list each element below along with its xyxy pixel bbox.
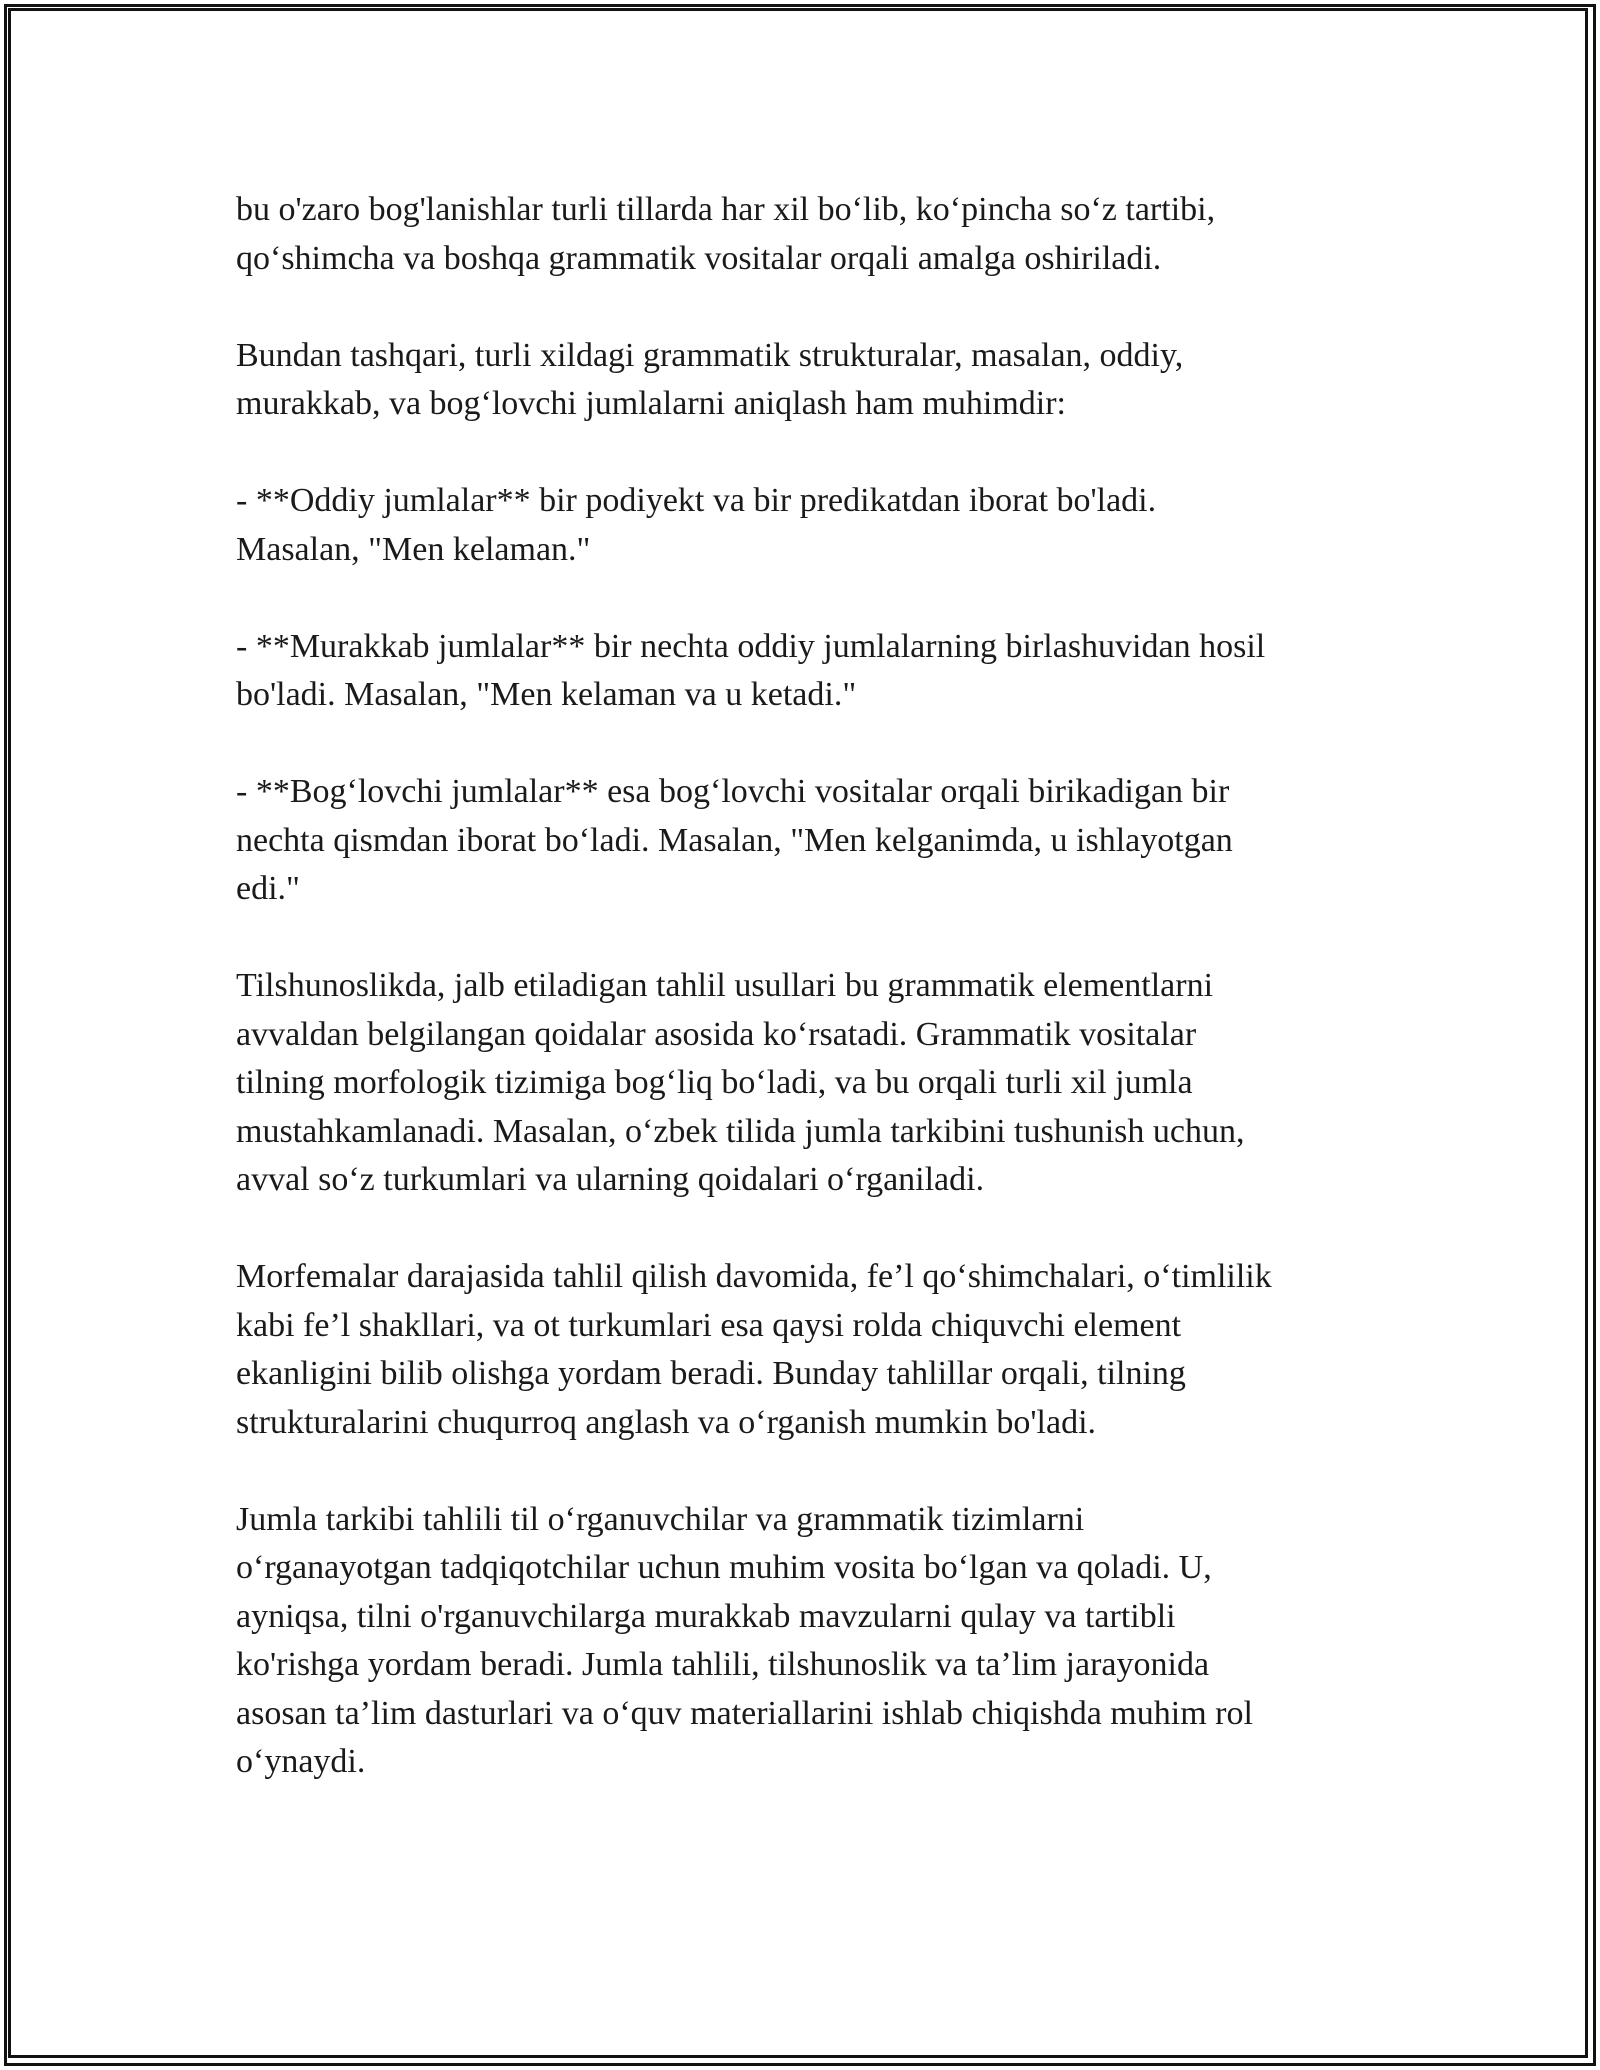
list-item-compound-sentences: - **Murakkab jumlalar** bir nechta oddiy jumlalarning birlashuvidan hosil bo'ladi. Masalan, "Men kelaman va u ketadi."	[236, 627, 1266, 713]
paragraph-grammatical-structures: Bundan tashqari, turli xildagi grammatik strukturalar, masalan, oddiy, murakkab, va bog‘lovchi jumlalarni aniqlash ham muhimdir:	[236, 336, 1184, 422]
paragraph-sentence-analysis-importance: Jumla tarkibi tahlili til o‘rganuvchilar va grammatik tizimlarni o‘rganayotgan tadqiqotchilar uchun muhim vosita bo‘lgan va qoladi. U, ayniqsa, tilni o'rganuvchilarga murakkab mavzularni qulay va tartibli ko'rishga yordam beradi. Jumla tahlili, tilshunoslik va ta’lim jarayonida asosan ta’lim dasturlari va o‘quv materiallarini ishlab chiqishda muhim rol o‘ynaydi.	[236, 1500, 1253, 1780]
paragraph-analysis-methods: Tilshunoslikda, jalb etiladigan tahlil usullari bu grammatik elementlarni avvaldan belgilangan qoidalar asosida ko‘rsatadi. Grammatik vositalar tilning morfologik tizimiga bog‘liq bo‘ladi, va bu orqali turli xil jumla mustahkamlanadi. Masalan, o‘zbek tilida jumla tarkibini tushunish uchun, avval so‘z turkumlari va ularning qoidalari o‘rganiladi.	[236, 967, 1245, 1198]
paragraph-word-order: bu o'zaro bog'lanishlar turli tillarda har xil bo‘lib, ko‘pincha so‘z tartibi, qo‘shimcha va boshqa grammatik vositalar orqali amalga oshiriladi.	[236, 191, 1216, 277]
document-body	[236, 186, 1366, 1835]
paragraph-morpheme-analysis: Morfemalar darajasida tahlil qilish davomida, fe’l qo‘shimchalari, o‘timlilik kabi fe’l shakllari, va ot turkumlari esa qaysi rolda chiquvchi element ekanligini bilib olishga yordam beradi. Bunday tahlillar orqali, tilning strukturalarini chuqurroq anglash va o‘rganish mumkin bo'ladi.	[236, 1258, 1272, 1441]
list-item-conjunctive-sentences: - **Bog‘lovchi jumlalar** esa bog‘lovchi vositalar orqali birikadigan bir nechta qismdan iborat bo‘ladi. Masalan, "Men kelganimda, u ishlayotgan edi."	[236, 773, 1233, 907]
list-item-simple-sentences: - **Oddiy jumlalar** bir podiyekt va bir predikatdan iborat bo'ladi. Masalan, "Men kelaman."	[236, 482, 1157, 568]
